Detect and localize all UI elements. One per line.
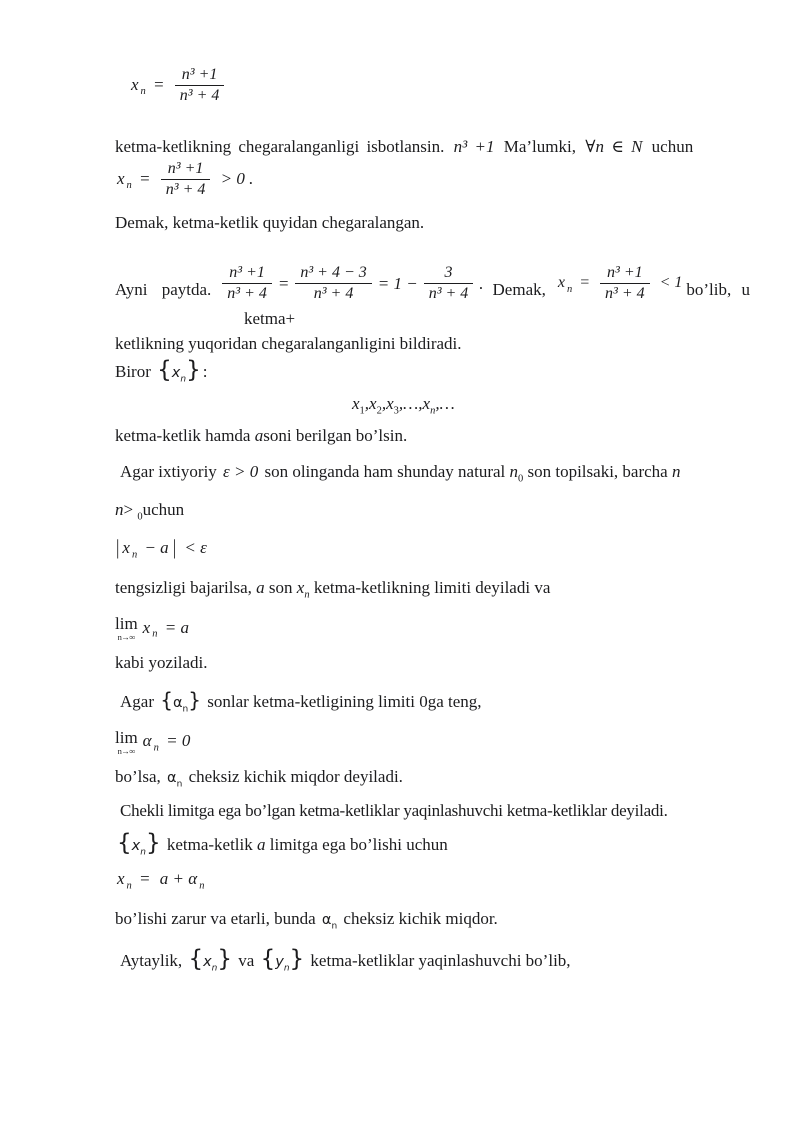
lim-subscript: n→∞	[117, 632, 135, 643]
sub-n: n	[131, 549, 138, 561]
brace-group-xn	[157, 356, 201, 385]
paragraph-hamda-a-soni	[115, 425, 750, 447]
denominator: n³ + 4	[227, 285, 267, 303]
formula-limit-alpha-equals-0	[115, 729, 750, 756]
text-run: Agar ixtiyoriy	[120, 462, 222, 481]
equals-sign: =	[139, 868, 151, 888]
equals-sign: =	[139, 168, 151, 188]
var-x: x	[131, 837, 141, 854]
left-brace: {	[160, 687, 173, 712]
comma: ,	[381, 393, 387, 413]
paragraph-agar-alpha	[115, 687, 750, 715]
text-run: cheksiz kichik miqdor deyiladi.	[184, 766, 403, 786]
math-eps-gt-0: ε > 0	[223, 462, 259, 481]
text-run: tengsizligi bajarilsa,	[115, 578, 257, 598]
var-alpha: α	[142, 731, 152, 751]
right-brace: }	[186, 356, 201, 383]
text-ketma-plus: ketma+	[244, 308, 296, 328]
formula-xn-equals-a-plus-alpha	[115, 868, 750, 890]
paragraph-kabi-yoziladi: kabi yoziladi.	[115, 652, 208, 672]
paragraph-zarur-va-etarli	[115, 908, 750, 930]
var-x: x	[422, 393, 431, 413]
limit-operator	[115, 615, 138, 642]
text-run: ketma-ketlik hamda	[115, 425, 255, 445]
text-ayni-paytda: Ayni paytda.	[115, 280, 212, 300]
var-x: x	[557, 274, 565, 292]
text-run: Biror	[115, 361, 156, 381]
var-a: a	[257, 834, 266, 854]
sub-n: n	[182, 704, 189, 715]
greater-than: >	[123, 500, 134, 520]
var-x: x	[369, 393, 377, 413]
var-x: x	[131, 74, 139, 94]
numerator: 3	[424, 264, 474, 284]
sub-n: n	[283, 963, 290, 974]
sub-n: n	[126, 180, 132, 192]
paragraph-xn-limitga	[115, 829, 750, 858]
paragraph-biror	[115, 356, 750, 385]
numerator: n³ +1	[222, 264, 272, 284]
text-run: uchun	[644, 136, 694, 156]
sub-n: n	[126, 880, 132, 892]
less-than-epsilon: < ε	[184, 538, 207, 558]
right-brace: }	[289, 946, 305, 973]
denominator: n³ + 4	[179, 87, 220, 105]
sub-n: n	[566, 283, 573, 295]
alpha-n-group	[321, 909, 338, 932]
sub-n: n	[152, 628, 158, 640]
var-x: x	[117, 168, 125, 188]
minus-a: − a	[144, 538, 169, 558]
paragraph-bolsa-cheksiz	[115, 766, 750, 788]
sub-2: 2	[376, 405, 382, 417]
greater-than-zero: > 0 .	[220, 168, 254, 188]
vertical-bar: |	[172, 535, 177, 560]
var-a: a	[256, 578, 265, 598]
sub-n: n	[140, 847, 146, 858]
vertical-bar: |	[116, 535, 120, 560]
text-run: son olinganda ham shunday natural	[260, 462, 510, 481]
colon: :	[202, 361, 208, 381]
right-brace: }	[188, 687, 201, 712]
text-run: va	[234, 951, 259, 971]
var-n: n	[509, 462, 518, 481]
var-x: x	[296, 578, 305, 598]
sub-n: n	[199, 880, 205, 892]
text-run: Agar	[120, 691, 159, 711]
sub-n: n	[140, 86, 146, 98]
numerator: n³ +1	[600, 264, 650, 284]
text-run: limitga ega bo’lishi uchun	[265, 834, 448, 854]
sub-n: n	[304, 589, 310, 601]
equals-one-minus: = 1 −	[377, 273, 418, 293]
paragraph-tengsizligi	[115, 577, 750, 599]
text-run: Aytaylik,	[120, 951, 187, 971]
sub-n: n	[153, 742, 159, 754]
fraction	[161, 160, 211, 200]
equals-sign: =	[277, 273, 290, 293]
sub-3: 3	[393, 405, 399, 417]
var-a: a	[254, 425, 264, 445]
text-run: ketma-ketlikning limiti deyiladi va	[309, 578, 551, 598]
lim-text: lim	[115, 614, 138, 634]
right-brace: }	[145, 829, 161, 856]
brace-group-xn	[117, 829, 161, 858]
var-x: x	[171, 364, 181, 381]
var-alpha: α	[167, 769, 177, 786]
equals-sign: =	[153, 74, 165, 94]
text-run: bo’lishi zarur va etarli, bunda	[115, 908, 320, 928]
var-y: y	[275, 954, 284, 971]
alpha-n-group	[167, 767, 182, 787]
var-alpha: α	[172, 694, 183, 711]
denominator: n³ + 4	[428, 285, 469, 303]
text-run: ketma-ketlikning chegaralanganligi isbotlansin.	[115, 136, 452, 156]
text-bolib-u: bo’lib, u	[686, 280, 750, 300]
brace-group-xn	[188, 946, 233, 974]
sub-n: n	[331, 921, 338, 932]
text-run: sonlar ketma-ketligining limiti 0ga teng,	[202, 691, 482, 711]
row-ayni-paytda	[115, 264, 750, 304]
left-brace: {	[117, 829, 132, 856]
a-plus-alpha: a + α	[159, 868, 198, 888]
text-run: son	[264, 578, 297, 598]
sub-n: n	[211, 963, 218, 974]
formula-abs-xn-minus-a	[115, 537, 750, 559]
paragraph-agar-ixtiyoriy	[115, 461, 750, 483]
sub-1: 1	[359, 405, 365, 417]
fraction	[175, 66, 225, 106]
var-x: x	[386, 393, 394, 413]
formula-xn-definition	[129, 66, 750, 106]
equals-a: = a	[164, 617, 189, 637]
math-forall-n-in-N: ∀n ∈ N	[585, 136, 643, 156]
formula-fraction-chain	[219, 264, 486, 304]
math-n3-plus-1: n³ +1	[453, 136, 495, 156]
numerator: n³ +1	[175, 66, 225, 86]
paragraph-demak-quyidan: Demak, ketma-ketlik quyidan chegaralangan.	[115, 212, 425, 232]
var-x: x	[352, 393, 360, 413]
var-alpha: α	[321, 911, 332, 928]
ellipsis-commas: ,…,	[398, 393, 423, 413]
less-than-one: < 1	[659, 274, 683, 292]
sub-0: 0	[137, 511, 143, 523]
var-x: x	[142, 617, 151, 637]
text-demak: Demak,	[492, 280, 546, 300]
text-run: uchun	[142, 500, 185, 520]
equals-sign: =	[579, 274, 591, 292]
text-run: ketma-ketlik	[162, 834, 258, 854]
formula-xn-less-than-1	[556, 264, 686, 304]
sub-n: n	[180, 374, 187, 385]
formula-limit-xn-equals-a	[115, 615, 750, 642]
sub-n: n	[430, 405, 436, 417]
limit-operator	[115, 729, 138, 756]
left-brace: {	[188, 946, 204, 973]
equals-zero: = 0	[166, 731, 191, 751]
sub-n: n	[176, 778, 183, 789]
right-brace: }	[217, 946, 233, 973]
text-run: ketma-ketliklar yaqinlashuvchi bo’lib,	[306, 951, 571, 971]
lim-subscript: n→∞	[117, 746, 135, 757]
var-n: n	[115, 500, 124, 520]
fraction	[424, 264, 474, 304]
text-run: bo’lsa,	[115, 766, 166, 786]
sub-0: 0	[518, 473, 524, 485]
denominator: n³ + 4	[165, 181, 206, 199]
numerator: n³ + 4 − 3	[295, 264, 371, 284]
text-run: soni berilgan bo’lsin.	[263, 425, 408, 445]
var-x: x	[122, 538, 130, 558]
paragraph-n-gt-n0-uchun	[115, 499, 750, 521]
period: .	[479, 273, 484, 293]
text-run: Ma’lumki,	[496, 136, 584, 156]
fraction	[295, 264, 371, 304]
formula-xn-positive	[115, 160, 750, 200]
brace-group-yn	[260, 946, 305, 974]
left-brace: {	[157, 356, 172, 383]
denominator: n³ + 4	[605, 285, 645, 303]
left-brace: {	[260, 946, 276, 973]
paragraph-yuqoridan: ketlikning yuqoridan chegaralanganligini bildiradi.	[115, 333, 462, 353]
comma: ,	[364, 393, 370, 413]
paragraph-chekli-limit: Chekli limitga ega bo’lgan ketma-ketliklar yaqinlashuvchi ketma-ketliklar deyiladi.	[120, 800, 668, 820]
text-run: cheksiz kichik miqdor.	[339, 908, 498, 928]
paragraph-bounded-proof	[115, 136, 750, 158]
var-x: x	[203, 954, 212, 971]
ellipsis-end: ,…	[435, 393, 455, 413]
fraction	[600, 264, 650, 304]
var-n: n	[671, 462, 681, 481]
var-x: x	[117, 868, 125, 888]
lim-text: lim	[115, 728, 138, 748]
text-run: son topilsaki, barcha	[523, 462, 672, 481]
paragraph-aytaylik	[115, 948, 750, 972]
fraction	[222, 264, 272, 304]
formula-sequence-terms	[352, 393, 750, 415]
brace-group-alpha-n	[160, 687, 201, 715]
numerator: n³ +1	[161, 160, 211, 180]
denominator: n³ + 4	[313, 285, 354, 303]
